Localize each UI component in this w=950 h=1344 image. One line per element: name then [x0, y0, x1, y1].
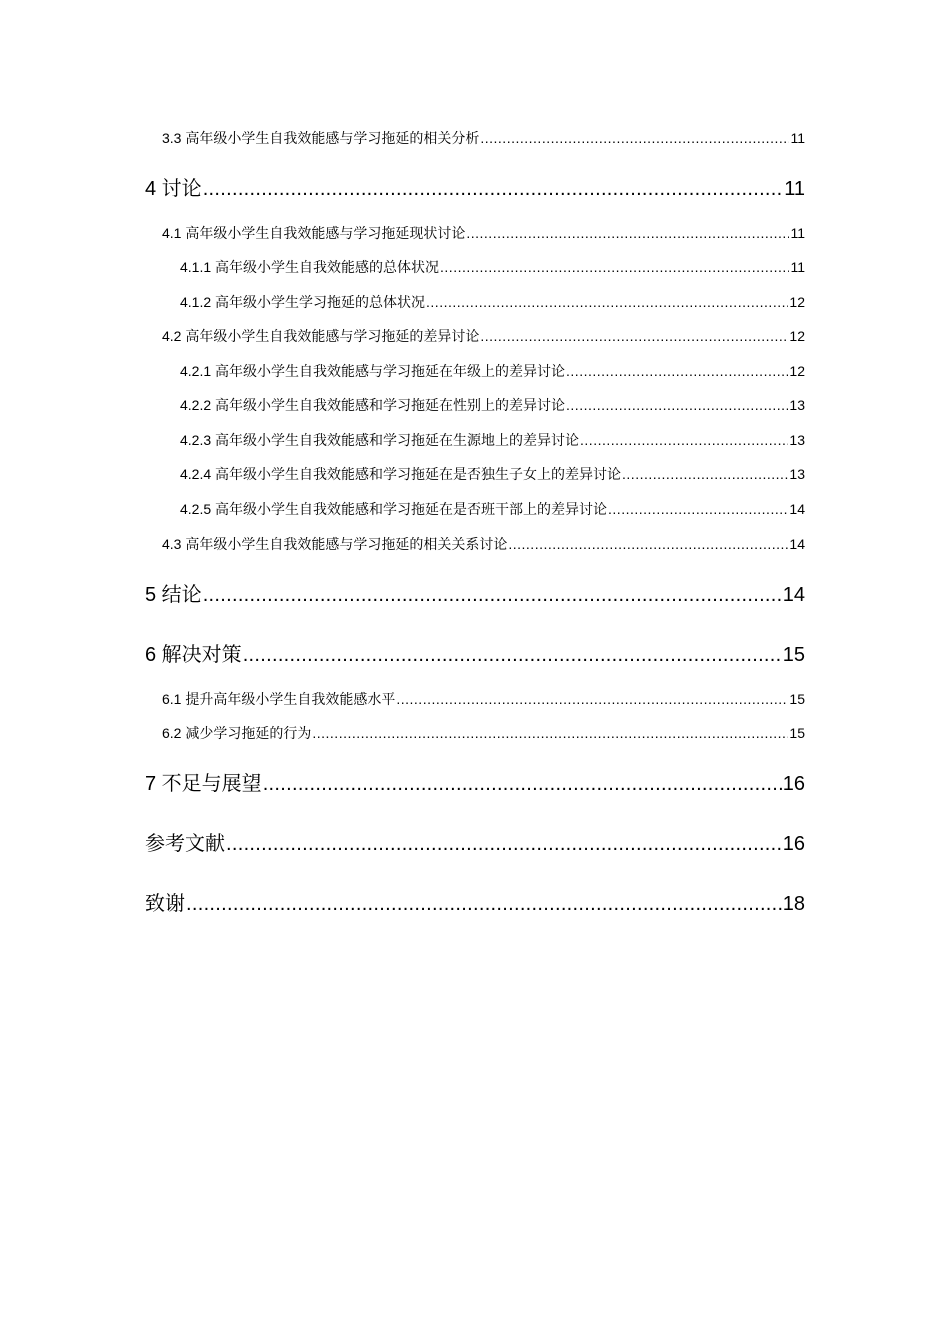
toc-entry-4-2-4[interactable]: [180, 464, 805, 484]
toc-entry-page: 16: [782, 773, 805, 795]
toc-entry-page: 12: [789, 363, 805, 379]
dot-leader: [426, 294, 788, 310]
toc-entry-page: 15: [782, 644, 805, 666]
toc-entry-title: 5 结论: [145, 584, 202, 606]
dot-leader: [440, 259, 789, 275]
dot-leader: [508, 536, 788, 552]
toc-entry-references[interactable]: [145, 827, 805, 856]
dot-leader: [480, 130, 789, 146]
toc-entry-page: 11: [790, 130, 805, 146]
toc-entry-page: 13: [789, 432, 805, 448]
toc-entry-page: 11: [790, 259, 805, 275]
dot-leader: [203, 178, 784, 201]
toc-entry-acknowledgements[interactable]: [145, 887, 805, 916]
toc-entry-page: 11: [784, 178, 805, 200]
toc-entry-page: 14: [789, 536, 805, 552]
toc-entry-page: 18: [782, 893, 805, 915]
dot-leader: [243, 644, 782, 667]
toc-entry-4[interactable]: [145, 172, 805, 201]
toc-entry-4-1-1[interactable]: [180, 257, 805, 277]
toc-entry-title: 6.2 减少学习拖延的行为: [162, 725, 312, 741]
toc-entry-4-2-1[interactable]: [180, 361, 805, 381]
toc-entry-page: 12: [789, 294, 805, 310]
toc-entry-4-1[interactable]: [162, 223, 805, 243]
toc-entry-page: 15: [789, 725, 805, 741]
toc-entry-4-3[interactable]: [162, 534, 805, 554]
toc-entry-title: 4.2 高年级小学生自我效能感与学习拖延的差异讨论: [162, 328, 480, 344]
toc-entry-title: 致谢: [145, 893, 185, 915]
toc-entry-page: 14: [789, 501, 805, 517]
dot-leader: [608, 501, 788, 517]
toc-entry-title: 7 不足与展望: [145, 773, 262, 795]
toc-entry-4-2-2[interactable]: [180, 395, 805, 415]
toc-entry-title: 4.2.5 高年级小学生自我效能感和学习拖延在是否班干部上的差异讨论: [180, 501, 608, 517]
toc-entry-title: 参考文献: [145, 833, 225, 855]
toc-entry-page: 14: [782, 584, 805, 606]
dot-leader: [263, 773, 782, 796]
toc-entry-7[interactable]: [145, 767, 805, 796]
toc-entry-6[interactable]: [145, 638, 805, 667]
toc-entry-title: 4 讨论: [145, 178, 202, 200]
toc-entry-6-1[interactable]: [162, 689, 805, 709]
dot-leader: [566, 363, 788, 379]
dot-leader: [466, 225, 789, 241]
toc-entry-title: 4.2.4 高年级小学生自我效能感和学习拖延在是否独生子女上的差异讨论: [180, 466, 622, 482]
toc-entry-4-1-2[interactable]: [180, 292, 805, 312]
toc-entry-title: 3.3 高年级小学生自我效能感与学习拖延的相关分析: [162, 130, 480, 146]
toc-entry-5[interactable]: [145, 578, 805, 607]
dot-leader: [480, 328, 788, 344]
toc-entry-4-2[interactable]: [162, 326, 805, 346]
toc-entry-title: 4.2.2 高年级小学生自我效能感和学习拖延在性别上的差异讨论: [180, 397, 566, 413]
dot-leader: [312, 725, 788, 741]
toc-entry-4-2-5[interactable]: [180, 499, 805, 519]
dot-leader: [580, 432, 788, 448]
dot-leader: [186, 893, 782, 916]
toc-entry-3-3[interactable]: [162, 128, 805, 148]
toc-entry-page: 11: [790, 225, 805, 241]
dot-leader: [203, 584, 782, 607]
toc-entry-title: 4.2.1 高年级小学生自我效能感与学习拖延在年级上的差异讨论: [180, 363, 566, 379]
dot-leader: [396, 691, 788, 707]
toc-entry-title: 6 解决对策: [145, 644, 242, 666]
toc-entry-page: 12: [789, 328, 805, 344]
dot-leader: [622, 466, 788, 482]
toc-entry-title: 4.1.2 高年级小学生学习拖延的总体状况: [180, 294, 426, 310]
toc-entry-4-2-3[interactable]: [180, 430, 805, 450]
toc-entry-title: 6.1 提升高年级小学生自我效能感水平: [162, 691, 396, 707]
toc-entry-page: 13: [789, 397, 805, 413]
toc-entry-title: 4.1 高年级小学生自我效能感与学习拖延现状讨论: [162, 225, 466, 241]
toc-entry-page: 13: [789, 466, 805, 482]
toc-entry-page: 15: [789, 691, 805, 707]
dot-leader: [566, 397, 788, 413]
toc-entry-title: 4.3 高年级小学生自我效能感与学习拖延的相关关系讨论: [162, 536, 508, 552]
toc-entry-title: 4.2.3 高年级小学生自我效能感和学习拖延在生源地上的差异讨论: [180, 432, 580, 448]
toc-entry-title: 4.1.1 高年级小学生自我效能感的总体状况: [180, 259, 440, 275]
toc-entry-6-2[interactable]: [162, 723, 805, 743]
dot-leader: [226, 833, 782, 856]
toc-entry-page: 16: [782, 833, 805, 855]
